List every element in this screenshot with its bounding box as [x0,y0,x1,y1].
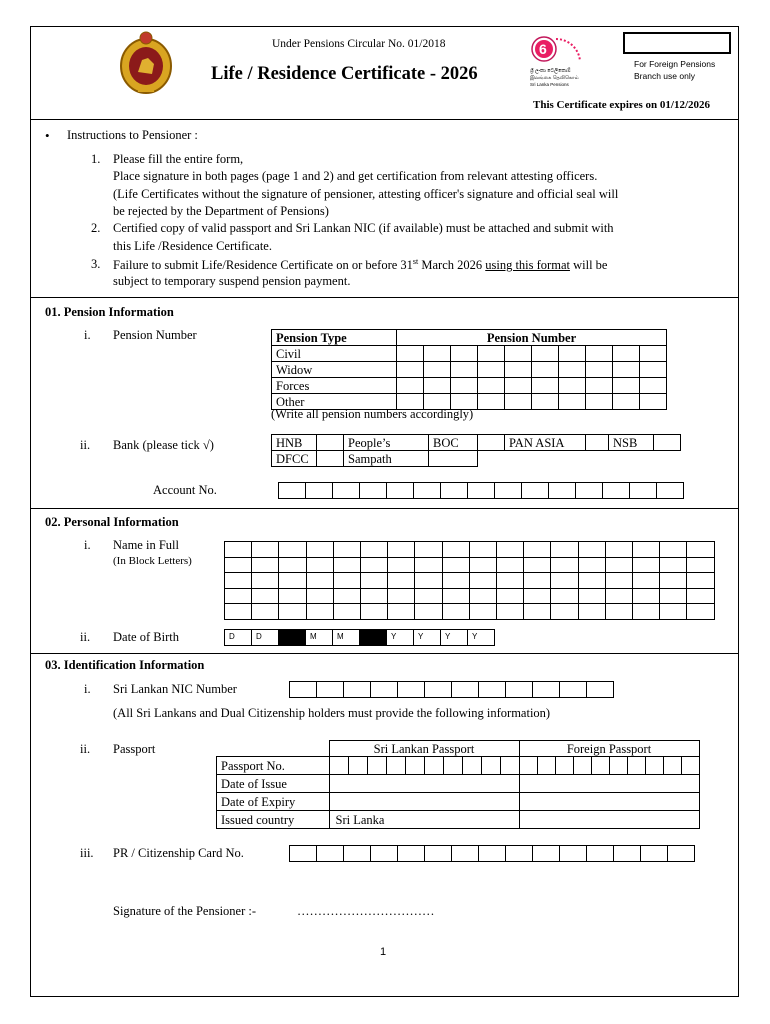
pension-number-cell[interactable] [478,362,505,378]
name-letter-cell[interactable] [605,557,633,574]
roman-iii: iii. [80,846,94,860]
name-letter-cell[interactable] [550,588,578,605]
name-letter-cell[interactable] [496,557,524,574]
name-letter-cell[interactable] [578,572,606,589]
name-letter-cell[interactable] [414,557,442,574]
item-number: 3. [91,257,101,271]
name-letter-cell[interactable] [523,541,551,558]
instruction-3a: Failure to submit Life/Residence Certificate on or before 31st March 2026 using this format will be [113,257,608,273]
name-letter-cell[interactable] [523,572,551,589]
name-letter-cell[interactable] [605,588,633,605]
pension-number-cell[interactable] [424,346,451,362]
name-letter-cell[interactable] [333,557,361,574]
name-letter-cell[interactable] [251,603,279,620]
name-letter-cell[interactable] [278,572,306,589]
pension-number-cell[interactable] [640,378,667,394]
passport-cell[interactable] [555,757,573,775]
full-name-grid[interactable] [224,541,714,619]
bank-label: Bank (please tick √) [113,438,214,452]
name-letter-cell[interactable] [333,541,361,558]
divider [30,119,739,120]
logo-text-3: Sri Lanka Pensions [530,82,569,87]
section-2-heading: 02. Personal Information [45,515,179,529]
name-letter-cell[interactable] [632,541,660,558]
name-letter-cell[interactable] [523,557,551,574]
logo-text-2: இலங்கை தெலிகொம் [530,75,579,81]
name-letter-cell[interactable] [550,572,578,589]
name-letter-cell[interactable] [306,572,334,589]
instruction-2b: this Life /Residence Certificate. [113,239,272,253]
name-letter-cell[interactable] [550,541,578,558]
pension-table-note: (Write all pension numbers accordingly) [271,407,474,421]
name-letter-cell[interactable] [251,588,279,605]
name-letter-cell[interactable] [523,588,551,605]
sl-issued-country: Sri Lanka [329,811,519,829]
name-letter-cell[interactable] [578,588,606,605]
name-letter-cell[interactable] [659,557,687,574]
name-letter-cell[interactable] [251,572,279,589]
roman-ii: ii. [80,742,91,756]
name-letter-cell[interactable] [550,557,578,574]
name-letter-cell[interactable] [387,588,415,605]
name-sublabel: (In Block Letters) [113,555,192,567]
section-3-heading: 03. Identification Information [45,658,205,672]
nic-note: (All Sri Lankans and Dual Citizenship holders must provide the following information) [113,706,551,720]
pension-number-cell[interactable] [532,346,559,362]
account-number-field[interactable] [278,482,684,499]
name-letter-cell[interactable] [686,588,714,605]
instruction-1b: Place signature in both pages (page 1 and 2) and get certification from relevant attesting officers. [113,169,598,183]
pension-number-cell[interactable] [451,346,478,362]
name-letter-cell[interactable] [224,588,252,605]
pr-label: PR / Citizenship Card No. [113,846,244,860]
bank-tick-box[interactable] [429,451,478,467]
roman-ii: ii. [80,438,91,452]
pension-number-cell[interactable] [613,346,640,362]
passport-cell[interactable] [405,757,424,775]
name-letter-cell[interactable] [360,557,388,574]
name-letter-cell[interactable] [442,603,470,620]
divider [30,653,739,654]
passport-cell[interactable] [609,757,627,775]
name-letter-cell[interactable] [333,572,361,589]
bullet-icon: • [45,128,50,143]
bank-table [271,434,681,467]
name-letter-cell[interactable] [442,557,470,574]
name-letter-cell[interactable] [632,572,660,589]
name-letter-cell[interactable] [360,541,388,558]
name-letter-cell[interactable] [550,603,578,620]
pension-number-cell[interactable] [397,378,424,394]
name-letter-cell[interactable] [659,588,687,605]
svg-text:6: 6 [539,41,547,57]
passport-cell[interactable] [348,757,367,775]
passport-cell[interactable] [367,757,386,775]
name-letter-cell[interactable] [278,541,306,558]
name-letter-cell[interactable] [360,572,388,589]
pension-number-cell[interactable] [640,362,667,378]
type-forces: Forces [272,378,397,394]
name-letter-cell[interactable] [578,557,606,574]
col-pension-number: Pension Number [397,330,667,346]
bank-tick-box[interactable] [317,451,344,467]
bank-sampath: Sampath [344,451,429,467]
name-letter-cell[interactable] [442,588,470,605]
passport-cell[interactable] [627,757,645,775]
passport-cell[interactable] [663,757,681,775]
sl-date-of-issue[interactable] [329,775,519,793]
pension-number-cell[interactable] [559,378,586,394]
passport-table [216,740,700,829]
name-letter-cell[interactable] [578,603,606,620]
col-pension-type: Pension Type [272,330,397,346]
name-letter-cell[interactable] [686,541,714,558]
name-letter-cell[interactable] [686,572,714,589]
pension-number-cell[interactable] [586,346,613,362]
name-letter-cell[interactable] [632,557,660,574]
bank-tick-box[interactable] [478,435,505,451]
name-letter-cell[interactable] [659,541,687,558]
name-letter-cell[interactable] [605,572,633,589]
name-letter-cell[interactable] [414,588,442,605]
name-letter-cell[interactable] [251,557,279,574]
name-letter-cell[interactable] [333,603,361,620]
pension-number-cell[interactable] [586,378,613,394]
name-letter-cell[interactable] [387,557,415,574]
pension-number-cell[interactable] [424,378,451,394]
pension-number-label: Pension Number [113,328,197,342]
pr-card-field[interactable] [289,845,695,862]
signature-line[interactable]: …………………………… [297,904,435,918]
pension-number-cell[interactable] [532,362,559,378]
pension-number-cell[interactable] [451,362,478,378]
pension-number-cell[interactable] [478,346,505,362]
passport-cell[interactable] [481,757,500,775]
passport-cell[interactable] [591,757,609,775]
name-letter-cell[interactable] [496,603,524,620]
col-foreign-passport: Foreign Passport [519,741,699,757]
pension-number-cell[interactable] [559,346,586,362]
circular-number: Under Pensions Circular No. 01/2018 [272,38,446,50]
passport-label: Passport [113,742,156,756]
name-letter-cell[interactable] [387,572,415,589]
name-letter-cell[interactable] [306,541,334,558]
pension-number-cell[interactable] [505,394,532,410]
expiry-note: This Certificate expires on 01/12/2026 [533,99,710,111]
bank-tick-box[interactable] [586,435,609,451]
name-letter-cell[interactable] [251,541,279,558]
pension-number-cell[interactable] [586,394,613,410]
name-letter-cell[interactable] [387,541,415,558]
pension-number-cell[interactable] [640,394,667,410]
passport-cell[interactable] [424,757,443,775]
pension-number-cell[interactable] [640,346,667,362]
name-letter-cell[interactable] [496,572,524,589]
pension-number-cell[interactable] [505,362,532,378]
name-letter-cell[interactable] [605,603,633,620]
name-letter-cell[interactable] [306,557,334,574]
bank-tick-box[interactable] [654,435,681,451]
pension-number-cell[interactable] [532,394,559,410]
pension-table [271,329,667,410]
name-letter-cell[interactable] [578,541,606,558]
bank-boc: BOC [429,435,478,451]
name-letter-cell[interactable] [659,572,687,589]
roman-i: i. [84,682,91,696]
nic-field[interactable] [289,681,614,698]
passport-cell[interactable] [329,757,348,775]
pension-number-cell[interactable] [559,362,586,378]
logo-text-1: ශ්‍රී ලංකා ටෙලිකොම් [530,68,571,74]
bank-pan-asia: PAN ASIA [505,435,586,451]
date-of-expiry-label: Date of Expiry [217,793,330,811]
issued-country-label: Issued country [217,811,330,829]
page-title: Life / Residence Certificate - 2026 [211,64,478,84]
name-letter-cell[interactable] [306,603,334,620]
foreign-use-box[interactable] [623,32,731,54]
foreign-date-of-issue[interactable] [519,775,699,793]
instruction-2a: Certified copy of valid passport and Sri Lankan NIC (if available) must be attached and submit with [113,221,614,235]
name-letter-cell[interactable] [659,603,687,620]
roman-i: i. [84,328,91,342]
name-letter-cell[interactable] [333,588,361,605]
foreign-note-2: Branch use only [634,71,695,81]
pension-number-cell[interactable] [451,378,478,394]
dob-field[interactable]: D D M M Y Y Y Y [224,629,495,646]
roman-i: i. [84,538,91,552]
dob-label: Date of Birth [113,630,179,644]
passport-cell[interactable] [443,757,462,775]
bank-hnb: HNB [272,435,317,451]
name-letter-cell[interactable] [224,541,252,558]
passport-cell[interactable] [681,757,699,775]
pension-number-cell[interactable] [613,378,640,394]
instructions-heading: Instructions to Pensioner : [67,128,198,142]
bank-tick-box[interactable] [317,435,344,451]
name-letter-cell[interactable] [686,603,714,620]
pension-number-cell[interactable] [424,362,451,378]
pension-number-cell[interactable] [505,346,532,362]
name-letter-cell[interactable] [414,541,442,558]
type-other: Other [272,394,397,410]
date-of-issue-label: Date of Issue [217,775,330,793]
foreign-note-1: For Foreign Pensions [634,59,716,69]
name-letter-cell[interactable] [224,572,252,589]
page-number: 1 [380,946,387,958]
name-letter-cell[interactable] [442,541,470,558]
name-letter-cell[interactable] [414,603,442,620]
name-letter-cell[interactable] [469,588,497,605]
bank-peoples: People’s [344,435,429,451]
name-letter-cell[interactable] [442,572,470,589]
pension-number-cell[interactable] [613,394,640,410]
name-letter-cell[interactable] [523,603,551,620]
divider [30,297,739,298]
divider [30,508,739,509]
section-1-heading: 01. Pension Information [45,305,174,319]
type-widow: Widow [272,362,397,378]
passport-cell[interactable] [537,757,555,775]
name-letter-cell[interactable] [278,588,306,605]
name-letter-cell[interactable] [469,557,497,574]
instruction-1c: (Life Certificates without the signature of pensioner, attesting officer's signature and official seal will [113,187,619,201]
pension-number-cell[interactable] [613,362,640,378]
name-letter-cell[interactable] [469,572,497,589]
name-letter-cell[interactable] [632,588,660,605]
passport-cell[interactable] [386,757,405,775]
name-letter-cell[interactable] [360,603,388,620]
item-number: 2. [91,221,101,235]
name-letter-cell[interactable] [306,588,334,605]
instruction-3d: subject to temporary suspend pension payment. [113,274,351,288]
pension-number-cell[interactable] [478,378,505,394]
name-letter-cell[interactable] [278,557,306,574]
foreign-date-of-expiry[interactable] [519,793,699,811]
passport-cell[interactable] [462,757,481,775]
name-letter-cell[interactable] [387,603,415,620]
name-letter-cell[interactable] [686,557,714,574]
pension-number-cell[interactable] [478,394,505,410]
passport-cell[interactable] [519,757,537,775]
pension-number-cell[interactable] [532,378,559,394]
bank-nsb: NSB [609,435,654,451]
name-letter-cell[interactable] [469,541,497,558]
passport-cell[interactable] [645,757,663,775]
sl-date-of-expiry[interactable] [329,793,519,811]
pension-number-cell[interactable] [559,394,586,410]
instruction-1d: be rejected by the Department of Pensions) [113,204,329,218]
signature-label: Signature of the Pensioner :- [113,904,257,918]
name-letter-cell[interactable] [496,588,524,605]
passport-no-label: Passport No. [217,757,330,775]
name-letter-cell[interactable] [360,588,388,605]
pension-number-cell[interactable] [397,346,424,362]
foreign-issued-country[interactable] [519,811,699,829]
item-number: 1. [91,152,101,166]
pension-number-cell[interactable] [397,362,424,378]
roman-ii: ii. [80,630,91,644]
type-civil: Civil [272,346,397,362]
passport-cell[interactable] [500,757,519,775]
name-letter-cell[interactable] [496,541,524,558]
bank-dfcc: DFCC [272,451,317,467]
pension-number-cell[interactable] [586,362,613,378]
account-label: Account No. [153,483,217,497]
instruction-1a: Please fill the entire form, [113,152,244,166]
name-letter-cell[interactable] [414,572,442,589]
pension-number-cell[interactable] [505,378,532,394]
col-sri-lankan-passport: Sri Lankan Passport [329,741,519,757]
name-letter-cell[interactable] [632,603,660,620]
name-label: Name in Full [113,538,179,552]
passport-cell[interactable] [573,757,591,775]
name-letter-cell[interactable] [278,603,306,620]
name-letter-cell[interactable] [469,603,497,620]
name-letter-cell[interactable] [224,557,252,574]
sri-lanka-emblem-icon [118,30,174,96]
name-letter-cell[interactable] [224,603,252,620]
nic-label: Sri Lankan NIC Number [113,682,237,696]
name-letter-cell[interactable] [605,541,633,558]
